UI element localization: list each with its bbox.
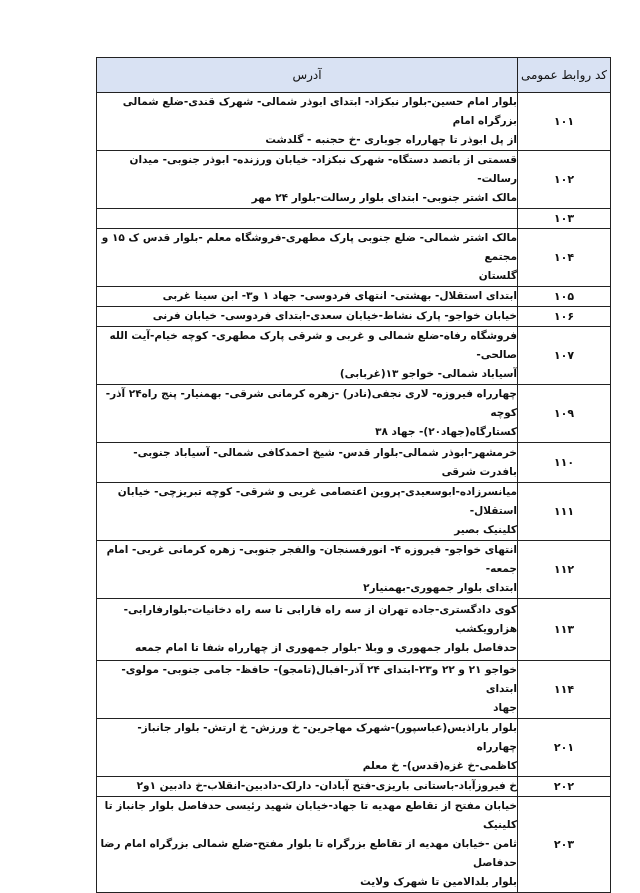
row-code: ۲۰۱ <box>518 719 611 777</box>
row-code: ۱۰۹ <box>518 385 611 443</box>
table-row <box>97 483 611 541</box>
row-code: ۱۱۱ <box>518 483 611 541</box>
row-address: قسمتی از باتصد دستگاه- شهرک نبکزاد- خیابان ورزنده- ابوذر جنوبی- میدان رسالت- مالک اشتر جنوبی- ابتدای بلوار رسالت-بلوار ۲۴ مهر <box>97 151 518 209</box>
row-code: ۱۰۶ <box>518 307 611 327</box>
row-address <box>97 209 518 229</box>
table-row <box>97 661 611 719</box>
table-row <box>97 443 611 483</box>
table-row <box>97 307 611 327</box>
table-row <box>97 151 611 209</box>
row-address: خ فیروزآباد-باستانی باریزی-فتح آبادان- دارلک-دادبین-انقلاب-خ دادبین ۱و۲ <box>97 777 518 797</box>
row-code: ۱۰۴ <box>518 229 611 287</box>
row-code: ۱۰۳ <box>518 209 611 229</box>
row-address: بلوار امام حسین-بلوار نبکزاد- ابتدای ابوذر شمالی- شهرک قندی-ضلع شمالی بزرگراه امام از پل ابوذر تا چهارراه جوباری -خ حجنبه - گلدشت <box>97 93 518 151</box>
row-address: خواجو ۲۱ و ۲۲ و۲۳-ابتدای ۲۴ آذر-افبال(تامجو)- حافظ- جامی جنوبی- مولوی- ابتدای جهاد <box>97 661 518 719</box>
row-code: ۲۰۳ <box>518 797 611 893</box>
row-address: میانسرزاده-ابوسعیدی-پروین اعتصامی غربی و شرقی- کوچه تبریزچی- خیابان استقلال- کلینیک بصیر <box>97 483 518 541</box>
row-address: چهارراه فیروزه- لاری نجفی(نادر) -زهره کرمانی شرقی- بهمنیار- پنج راه۲۴ آذر- کوچه کستارگاه(جهاد۲۰)- جهاد ۳۸ <box>97 385 518 443</box>
row-code: ۱۱۳ <box>518 599 611 661</box>
table-row <box>97 93 611 151</box>
row-address: انتهای خواجو- فیروزه ۴- انورفسنجان- والفجر جنوبی- زهره کرمانی غربی- امام جمعه- ابتدای بلوار جمهوری-بهمنیار۲ <box>97 541 518 599</box>
table-row <box>97 385 611 443</box>
row-address: بلوار باراذیس(عباسپور)-شهرک مهاجرین- خ ورزش- خ ارتش- بلوار جانباز- چهارراه کاظمی-خ غزه(قدس)- خ معلم <box>97 719 518 777</box>
row-code: ۱۱۴ <box>518 661 611 719</box>
row-address: فروشگاه رفاه-ضلع شمالی و غربی و شرقی پارک مطهری- کوچه خیام-آیت الله صالحی- آسیاباد شمالی- خواجو ۱۳(غربابی) <box>97 327 518 385</box>
row-code: ۱۱۰ <box>518 443 611 483</box>
row-code: ۱۰۷ <box>518 327 611 385</box>
row-code: ۱۰۲ <box>518 151 611 209</box>
table-row <box>97 599 611 661</box>
header-address: آدرس <box>97 58 518 93</box>
row-address: خیابان مفتح از تقاطع مهدیه تا جهاد-خیابان شهید رئیسی حدفاصل بلوار جانباز تا کلینیک ثامن -خیابان مهدیه از تقاطع بزرگراه تا بلوار مفتح-ضلع شمالی بزرگراه امام رضا حدفاصل بلوار بلدالامین تا شهرک ولایت <box>97 797 518 893</box>
row-code: ۱۰۱ <box>518 93 611 151</box>
header-code: کد روابط عمومی <box>518 58 611 93</box>
table-row <box>97 209 611 229</box>
table-header-row <box>97 58 611 93</box>
row-address: خیابان خواجو- پارک نشاط-خیابان سعدی-ابتدای فردوسی- خیابان فرنی <box>97 307 518 327</box>
row-address: کوی دادگستری-جاده تهران از سه راه فارابی تا سه راه دخانیات-بلوارفارابی-هزارویکشب حدفاصل بلوار جمهوری و وبلا -بلوار جمهوری از چهارراه شفا تا امام جمعه <box>97 599 518 661</box>
table-row <box>97 797 611 893</box>
row-address: خرمشهر-ابوذر شمالی-بلوار قدس- شیخ احمدکافی شمالی- آسیاباد جنوبی-بافدرت شرقی <box>97 443 518 483</box>
row-code: ۱۰۵ <box>518 287 611 307</box>
table-row <box>97 229 611 287</box>
table-row <box>97 541 611 599</box>
table-row <box>97 327 611 385</box>
row-code: ۱۱۲ <box>518 541 611 599</box>
public-relations-address-table <box>96 57 611 893</box>
table-row <box>97 719 611 777</box>
table-row <box>97 287 611 307</box>
table-row <box>97 777 611 797</box>
row-address: مالک اشتر شمالی- ضلع جنوبی پارک مطهری-فروشگاه معلم -بلوار قدس ک ۱۵ و مجتمع گلستان <box>97 229 518 287</box>
row-address: ابتدای استقلال- بهشتی- انتهای فردوسی- جهاد ۱ و۳- ابن سینا غربی <box>97 287 518 307</box>
row-code: ۲۰۲ <box>518 777 611 797</box>
